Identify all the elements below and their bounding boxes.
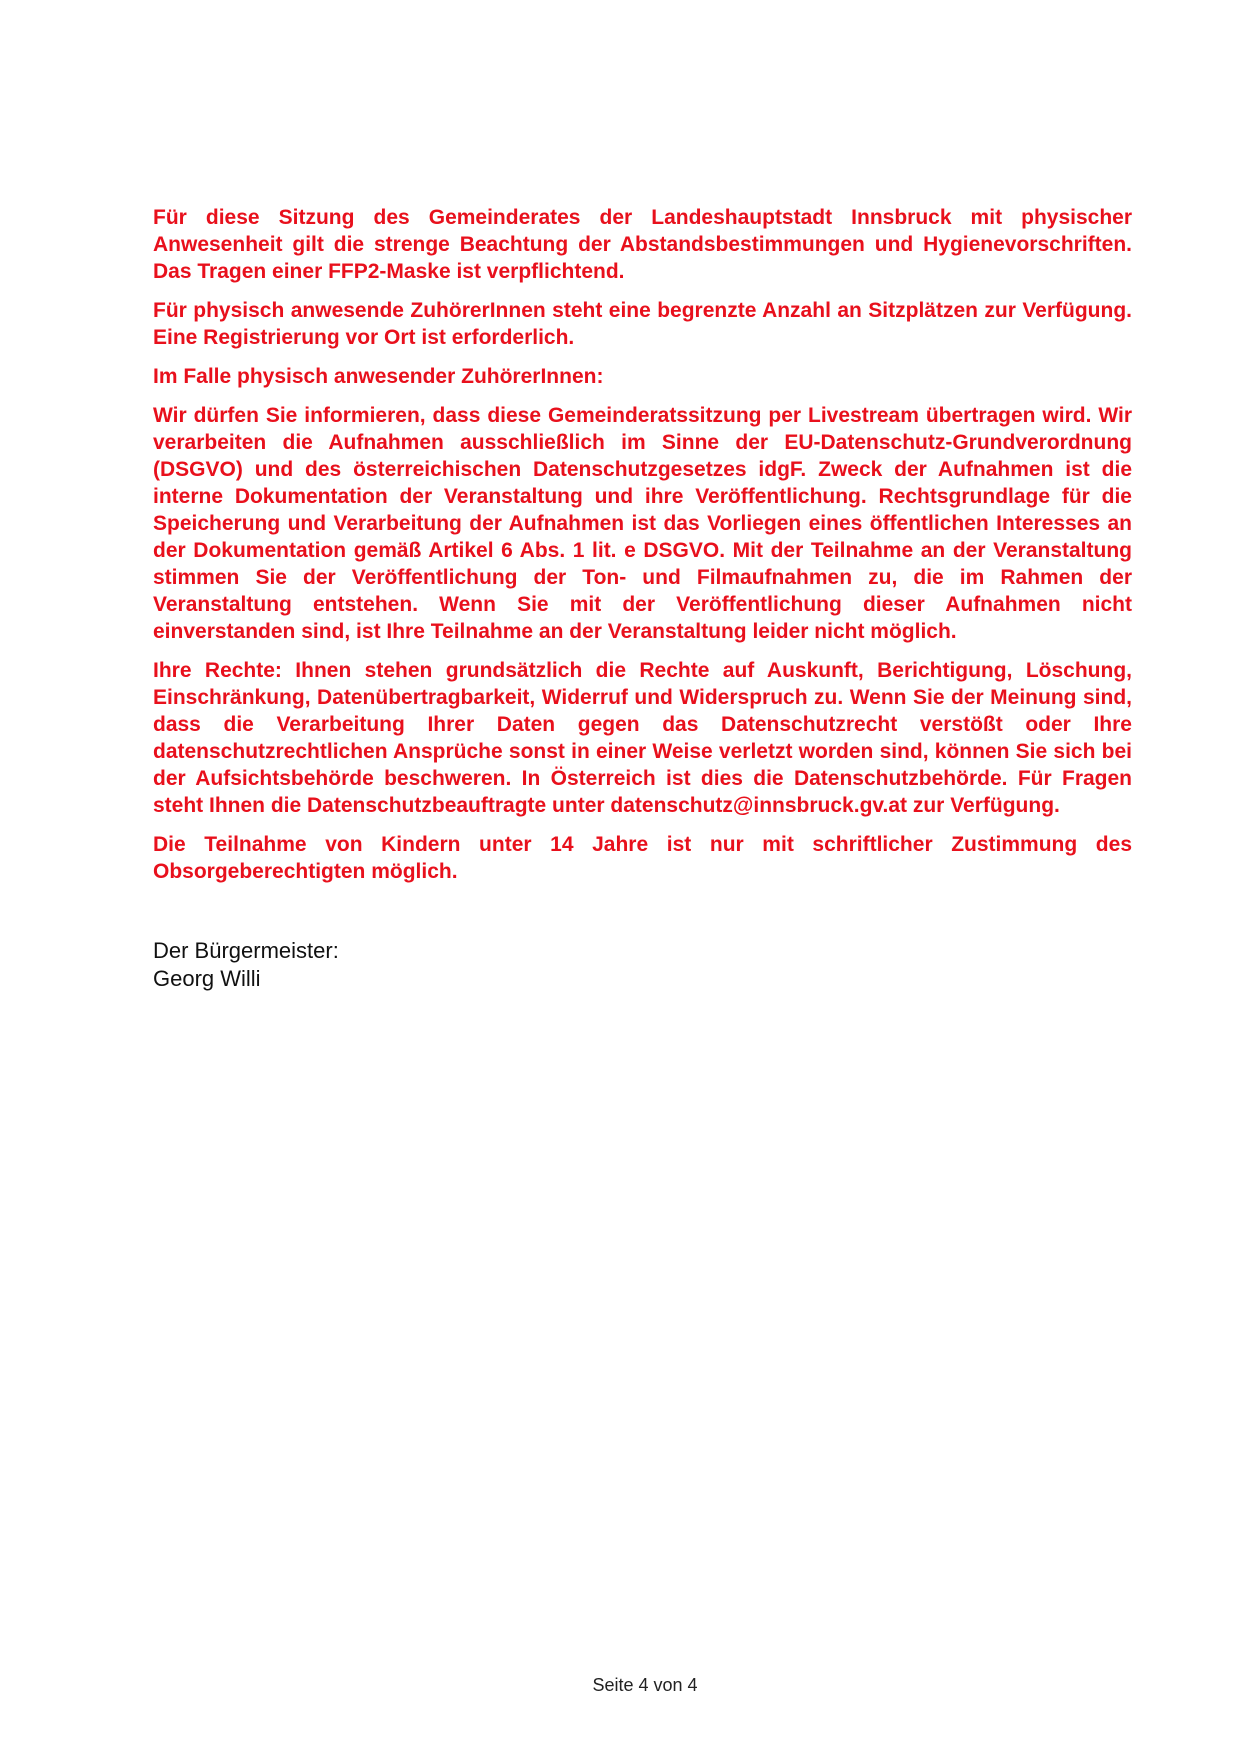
paragraph-hygiene-rules: Für diese Sitzung des Gemeinderates der Landeshauptstadt Innsbruck mit physischer Anwesenheit gilt die strenge Beachtung der Abstandsbestimmungen und Hygienevorschriften. Das Tragen einer FFP2-Maske ist verpflichtend. — [153, 206, 1132, 283]
notice-section — [153, 204, 1132, 885]
page-number: Seite 4 von 4 — [592, 1675, 698, 1695]
paragraph-listeners-heading: Im Falle physisch anwesender ZuhörerInnen: — [153, 365, 604, 388]
paragraph-children: Die Teilnahme von Kindern unter 14 Jahre ist nur mit schriftlicher Zustimmung des Obsorgeberechtigten möglich. — [153, 833, 1132, 883]
paragraph-seating: Für physisch anwesende ZuhörerInnen steht eine begrenzte Anzahl an Sitzplätzen zur Verfügung. Eine Registrierung vor Ort ist erforderlich. — [153, 299, 1132, 349]
signature-role: Der Bürgermeister: — [153, 938, 339, 963]
paragraph-livestream-info: Wir dürfen Sie informieren, dass diese Gemeinderatssitzung per Livestream übertragen wird. Wir verarbeiten die Aufnahmen ausschließlich im Sinne der EU-Datenschutz-Grundverordnung (DSGVO) und des österreichischen Datenschutzgesetzes idgF. Zweck der Aufnahmen ist die interne Dokumentation der Veranstaltung und ihre Veröffentlichung. Rechtsgrundlage für die Speicherung und Verarbeitung der Aufnahmen ist das Vorliegen eines öffentlichen Interesses an der Dokumentation gemäß Artikel 6 Abs. 1 lit. e DSGVO. Mit der Teilnahme an der Veranstaltung stimmen Sie der Veröffentlichung der Ton- und Filmaufnahmen zu, die im Rahmen der Veranstaltung entstehen. Wenn Sie mit der Veröffentlichung dieser Aufnahmen nicht einverstanden sind, ist Ihre Teilnahme an der Veranstaltung leider nicht möglich. — [153, 404, 1132, 643]
signature-block — [153, 937, 1132, 993]
page-content — [153, 204, 1132, 993]
signature-name: Georg Willi — [153, 966, 261, 991]
paragraph-your-rights: Ihre Rechte: Ihnen stehen grundsätzlich die Rechte auf Auskunft, Berichtigung, Löschung, Einschränkung, Datenübertragbarkeit, Widerruf und Widerspruch zu. Wenn Sie der Meinung sind, dass die Verarbeitung Ihrer Daten gegen das Datenschutzrecht verstößt oder Ihre datenschutzrechtlichen Ansprüche sonst in einer Weise verletzt worden sind, können Sie sich bei der Aufsichtsbehörde beschweren. In Österreich ist dies die Datenschutzbehörde. Für Fragen steht Ihnen die Datenschutzbeauftragte unter datenschutz@innsbruck.gv.at zur Verfügung. — [153, 659, 1132, 817]
